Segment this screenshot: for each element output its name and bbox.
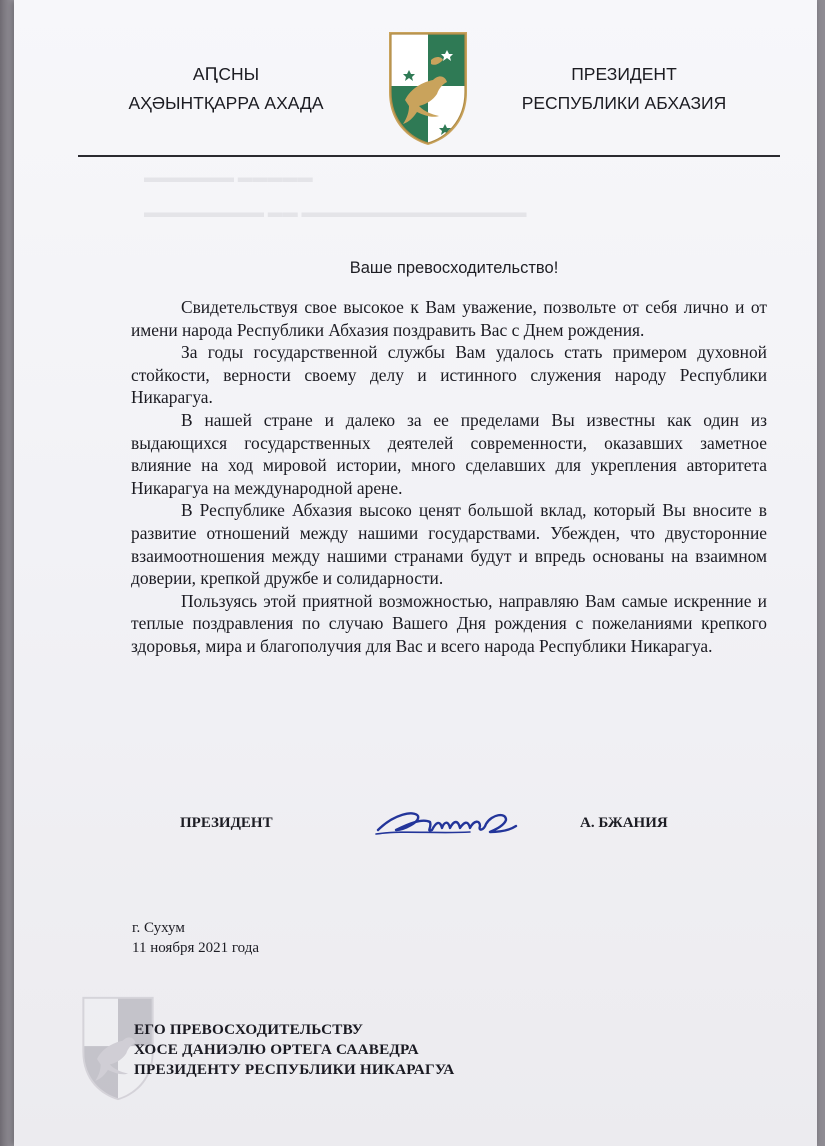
- paragraph: Пользуясь этой приятной возможностью, направляю Вам самые искренние и теплые поздравления по случаю Вашего Дня рождения с пожеланиями крепкого здоровья, мира и благополучия для Вас и всего народа Республики Никарагуа.: [131, 590, 767, 656]
- paragraph: За годы государственной службы Вам удалось стать примером духовной стойкости, верности своему делу и истинного служения народу Республики Никарагуа.: [131, 342, 767, 408]
- paragraph: В Республике Абхазия высоко ценят большой вклад, который Вы вносите в развитие отношений между нашими государствами. Убежден, что двусторонние взаимоотношения между нашими странами будут и впредь основаны на взаимном доверии, крепкой дружбе и солидарности.: [131, 500, 767, 589]
- letter-body: [131, 296, 767, 658]
- addressee-line: ПРЕЗИДЕНТУ РЕСПУБЛИКИ НИКАРАГУА: [134, 1061, 455, 1078]
- paragraph: Свидетельствуя свое высокое к Вам уважение, позвольте от себя лично и от имени народа Республики Абхазия поздравить Вас с Днем рождения.: [131, 297, 767, 340]
- coat-of-arms-icon: [387, 30, 469, 146]
- date-of-letter: 11 ноября 2021 года: [132, 940, 260, 956]
- header-russian-line1: ПРЕЗИДЕНТ: [571, 64, 677, 84]
- addressee-line: ЕГО ПРЕВОСХОДИТЕЛЬСТВУ: [134, 1021, 364, 1038]
- signatory-name: А. БЖАНИЯ: [580, 815, 668, 831]
- addressee-line: ХОСЕ ДАНИЭЛЮ ОРТЕГА СААВЕДРА: [134, 1041, 419, 1058]
- paragraph: В нашей стране и далеко за ее пределами Вы известны как один из выдающихся государственных деятелей современности, оказавших заметное влияние на ход мировой истории, много сделавших для укрепления авторитета Никарагуа на международной арене.: [131, 409, 767, 498]
- salutation: Ваше превосходительство!: [349, 259, 559, 277]
- letter-page: [14, 0, 817, 1146]
- signatory-title: ПРЕЗИДЕНТ: [180, 815, 273, 831]
- addressee-block: [134, 1020, 454, 1080]
- header-russian: [504, 60, 744, 118]
- place-of-signing: г. Сухум: [132, 920, 185, 936]
- bleed-through-text: ▬▬▬▬▬▬▬▬ ▬▬ ▬▬▬▬▬▬▬▬▬▬▬▬▬▬▬: [144, 205, 527, 221]
- header-abkhaz-line1: АԤСНЫ: [192, 64, 260, 84]
- header-abkhaz-line2: АҲӘЫНТҚАРРА АХАДА: [128, 93, 324, 113]
- header-abkhaz: [116, 60, 336, 118]
- bleed-through-text: ▬▬▬▬▬▬ ▬▬▬▬▬: [144, 170, 313, 186]
- desk-background: [0, 0, 14, 1146]
- header-divider: [78, 155, 780, 157]
- header-russian-line2: РЕСПУБЛИКИ АБХАЗИЯ: [521, 93, 727, 113]
- handwritten-signature: [374, 800, 524, 846]
